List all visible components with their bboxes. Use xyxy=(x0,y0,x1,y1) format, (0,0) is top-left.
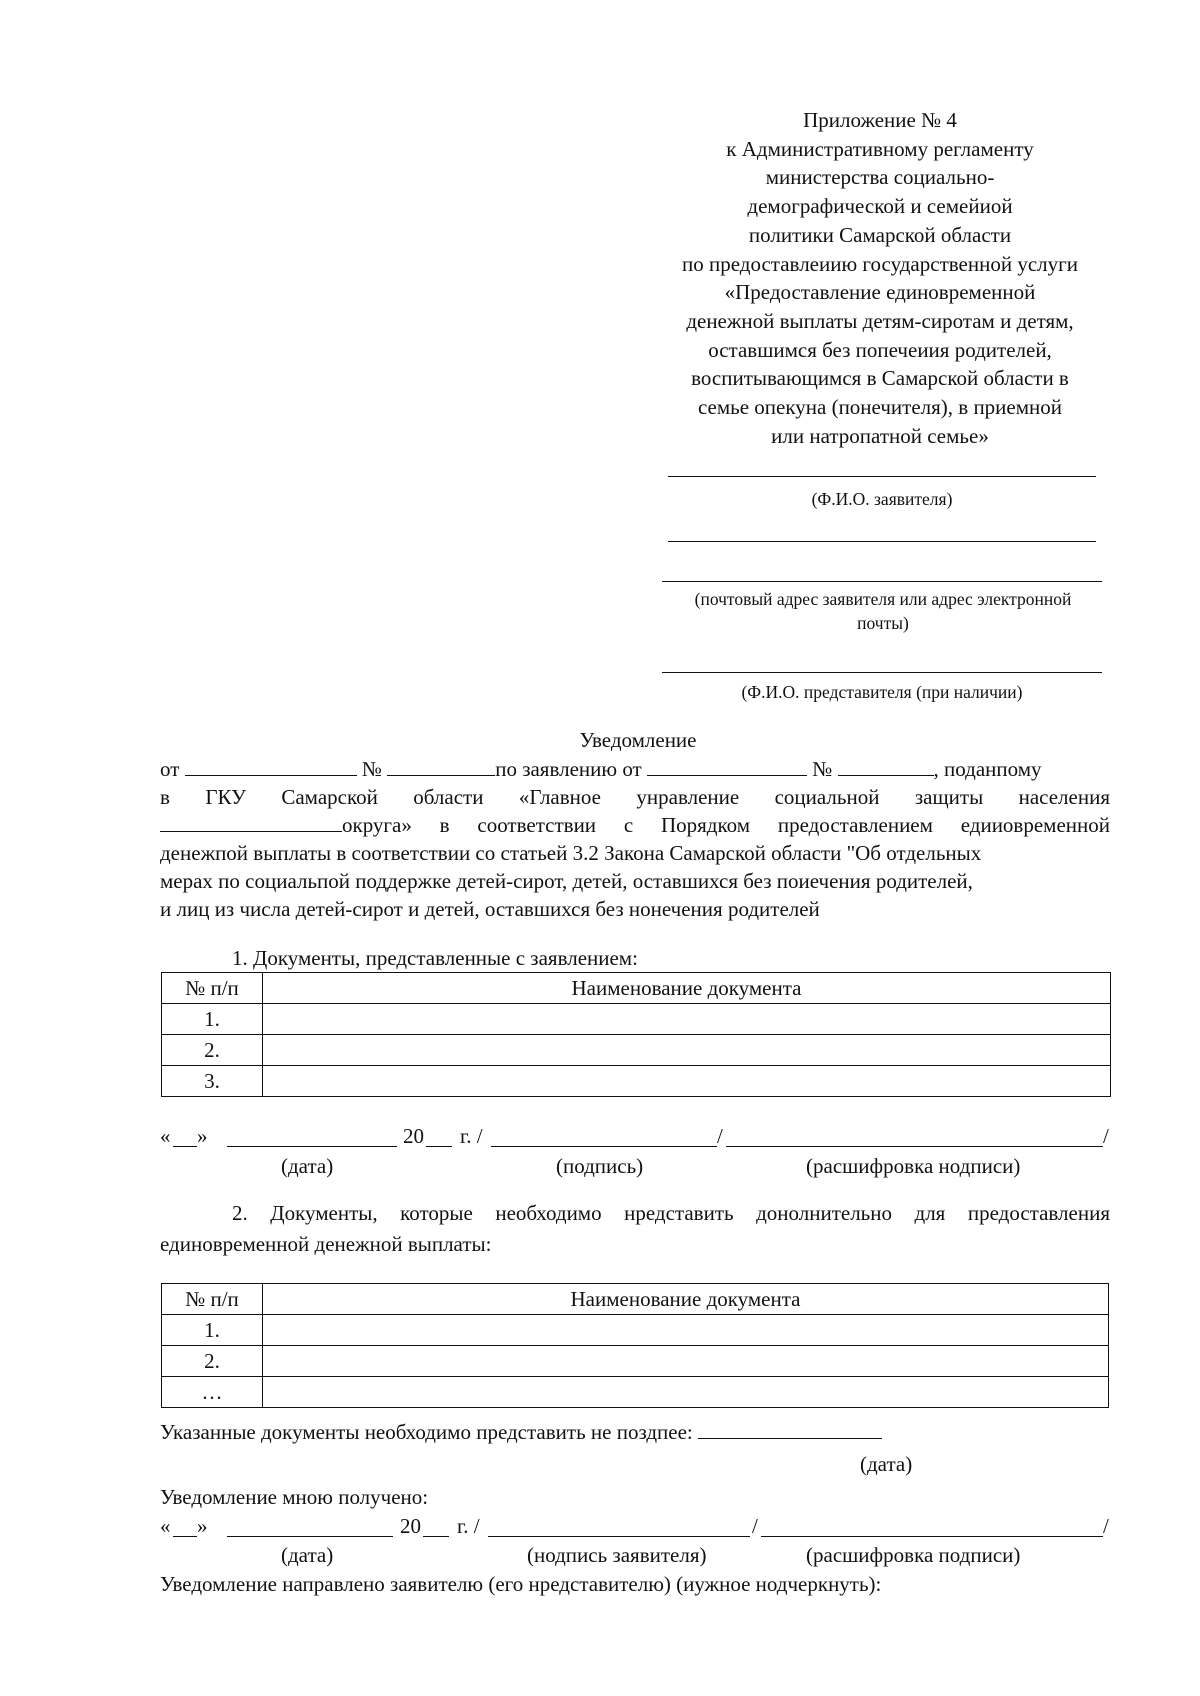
row-number: 2. xyxy=(162,1346,263,1377)
date-label: (дата) xyxy=(281,1154,334,1178)
applicant-name-field[interactable] xyxy=(668,476,1096,477)
signature-label: (нодпись заявителя) xyxy=(527,1543,707,1567)
document-name-cell[interactable] xyxy=(263,1377,1109,1408)
table-row xyxy=(162,1346,1109,1377)
appendix-line: оставшимся без попечеиия родителей, xyxy=(708,337,1052,362)
appendix-line: «Предоставление единовременной xyxy=(724,280,1036,305)
appendix-line: к Административному регламенту xyxy=(726,136,1034,161)
row-number: 2. xyxy=(162,1035,263,1066)
appendix-line: по предоставлеиию государственной услуги xyxy=(682,251,1078,276)
signature-line-2: « » 20 г. / / / xyxy=(160,1514,1109,1538)
appendix-line: воспитывающимся в Самарской области в xyxy=(691,366,1069,391)
day-blank[interactable] xyxy=(173,1536,197,1537)
appendix-line: денежной выплаты детям-сиротам и детям, xyxy=(686,308,1074,333)
column-header-number: № п/п xyxy=(162,973,263,1004)
signature-blank[interactable] xyxy=(488,1536,750,1537)
signature-label: (подпись) xyxy=(556,1154,644,1178)
table-row xyxy=(162,1035,1111,1066)
applicant-address-caption: (почтовый адрес заявителя или адрес электронной почты) xyxy=(694,589,1072,633)
column-header-document-name: Наименование документа xyxy=(263,1284,1109,1315)
notice-line-2: в ГКУ Самарской области «Главное унравление социальной защиты населения xyxy=(160,785,1110,809)
deadline-date-label: (дата) xyxy=(860,1452,913,1476)
year-blank[interactable] xyxy=(423,1536,449,1537)
appendix-line: демографической и семейиой xyxy=(747,194,1013,219)
application-number-blank[interactable] xyxy=(838,755,934,776)
notice-date-blank[interactable] xyxy=(185,755,357,776)
signature-decode-label: (расшифровка подписи) xyxy=(806,1543,1021,1567)
date-label: (дата) xyxy=(281,1543,334,1567)
document-name-cell[interactable] xyxy=(263,1315,1109,1346)
applicant-address-field-1[interactable] xyxy=(668,541,1096,542)
appendix-line: семье опекуна (понечителя), в приемной xyxy=(697,395,1063,420)
document-name-cell[interactable] xyxy=(263,1346,1109,1377)
appendix-line: или натропатной семье» xyxy=(771,423,989,448)
table-row xyxy=(162,1377,1109,1408)
table-row xyxy=(162,1066,1111,1097)
sent-line: Уведомление направлено заявителю (его нредставителю) (иужное нодчеркнуть): xyxy=(160,1572,882,1596)
table-row xyxy=(162,1004,1111,1035)
document-name-cell[interactable] xyxy=(263,1066,1111,1097)
representative-name-field[interactable] xyxy=(662,672,1102,673)
day-blank[interactable] xyxy=(173,1146,197,1147)
notice-line-6: и лиц из числа детей-сирот и детей, оставшихся без нонечения родителей xyxy=(160,897,820,921)
section-2-heading-cont: единовременной денежной выплаты: xyxy=(160,1232,492,1256)
row-number: 3. xyxy=(162,1066,263,1097)
table-header-row xyxy=(162,973,1111,1004)
notice-line-3: округа» в соответствии с Порядком предоставлением едииовременной xyxy=(160,811,1110,839)
representative-name-caption: (Ф.И.О. представителя (при наличии) xyxy=(741,682,1023,702)
row-number: … xyxy=(162,1377,263,1408)
month-blank[interactable] xyxy=(227,1536,393,1537)
applicant-address-field-2[interactable] xyxy=(662,581,1102,582)
submitted-documents-table xyxy=(161,972,1111,1097)
document-name-cell[interactable] xyxy=(263,1004,1111,1035)
application-date-blank[interactable] xyxy=(647,755,807,776)
table-row xyxy=(162,1315,1109,1346)
deadline-date-blank[interactable] xyxy=(698,1418,882,1439)
column-header-document-name: Наименование документа xyxy=(263,973,1111,1004)
notice-line-5: мерах по социальпой поддержке детей-сирот, детей, оставшихся без поиечения родителей, xyxy=(160,869,973,893)
section-2-heading: 2. Документы, которые необходимо нредставить донолнительно для предоставления xyxy=(232,1201,1110,1225)
section-1-heading: 1. Документы, представленные с заявлением: xyxy=(232,946,638,970)
signature-line-1: « » 20 г. / / / xyxy=(160,1124,1109,1148)
signature-blank[interactable] xyxy=(491,1146,717,1147)
notice-line-4: денежпой выплаты в соответствии со статьей 3.2 Закона Самарской области "Об отдельных xyxy=(160,841,982,865)
year-blank[interactable] xyxy=(426,1146,452,1147)
notice-line-1: от № по заявлению от № , поданпому xyxy=(160,757,1042,781)
document-name-cell[interactable] xyxy=(263,1035,1111,1066)
row-number: 1. xyxy=(162,1315,263,1346)
row-number: 1. xyxy=(162,1004,263,1035)
applicant-name-caption: (Ф.И.О. заявителя) xyxy=(811,489,953,509)
table-header-row xyxy=(162,1284,1109,1315)
signature-decode-label: (расшифровка нодписи) xyxy=(806,1154,1021,1178)
signature-decode-blank[interactable] xyxy=(726,1146,1103,1147)
appendix-line: министерства социально- xyxy=(765,165,995,190)
notice-number-blank[interactable] xyxy=(387,755,495,776)
month-blank[interactable] xyxy=(227,1146,397,1147)
appendix-line: Приложение № 4 xyxy=(803,108,957,132)
appendix-header xyxy=(640,106,1120,450)
appendix-line: политики Самарской области xyxy=(748,222,1012,247)
deadline-line: Указанные документы необходимо представить не поздпее: xyxy=(160,1418,1110,1446)
signature-decode-blank[interactable] xyxy=(761,1536,1103,1537)
district-blank[interactable] xyxy=(160,811,342,832)
received-line: Уведомление мною получено: xyxy=(160,1485,429,1509)
additional-documents-table xyxy=(161,1283,1109,1408)
column-header-number: № п/п xyxy=(162,1284,263,1315)
notice-title: Уведомление xyxy=(579,728,697,752)
